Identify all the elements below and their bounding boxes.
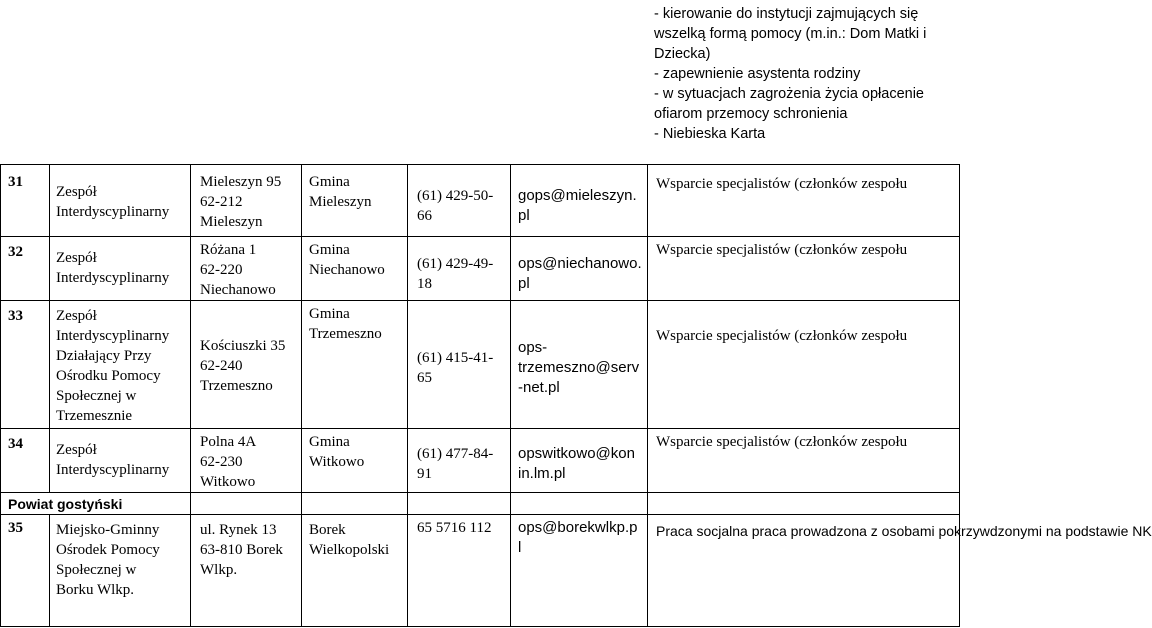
table-rule <box>647 164 648 627</box>
top-line: - w sytuacjach zagrożenia życia opłacenie <box>654 86 924 102</box>
support-scope: Wsparcie specjalistów (członków zespołu <box>656 328 908 344</box>
gmina: Gmina Trzemeszno <box>309 306 382 342</box>
table-rule <box>0 514 960 515</box>
support-scope: Wsparcie specjalistów (członków zespołu <box>656 176 908 192</box>
gmina: Borek Wielkopolski <box>309 522 390 558</box>
gmina: Gmina Niechanowo <box>309 242 385 278</box>
row-number: 31 <box>8 174 23 190</box>
table-rule <box>49 164 50 492</box>
email: ops@borekwlkp.p l <box>518 519 638 556</box>
institution-name: Zespół Interdyscyplinarny <box>56 442 170 478</box>
phone: (61) 415-41- 65 <box>417 350 494 386</box>
table-rule <box>0 164 960 165</box>
table-rule <box>49 514 50 627</box>
phone: (61) 429-49- 18 <box>417 256 494 292</box>
table-rule <box>510 164 511 627</box>
address: Polna 4A 62-230 Witkowo <box>200 434 257 490</box>
institution-name: Zespół Interdyscyplinarny Działający Przy Ośrodku Pomocy Społecznej w Trzemesznie <box>56 308 170 424</box>
table-rule <box>190 164 191 627</box>
table-rule <box>0 300 960 301</box>
address: Kościuszki 35 62-240 Trzemeszno <box>200 338 286 394</box>
top-line: - Niebieska Karta <box>654 126 766 142</box>
phone: (61) 429-50- 66 <box>417 188 494 224</box>
address: Mieleszyn 95 62-212 Mieleszyn <box>200 174 282 230</box>
table-rule <box>959 164 960 627</box>
row-number: 35 <box>8 520 23 536</box>
table-rule <box>301 164 302 627</box>
table-rule <box>0 164 1 627</box>
table-rule <box>0 428 960 429</box>
section-header: Powiat gostyński <box>8 496 123 512</box>
institution-name: Zespół Interdyscyplinarny <box>56 250 170 286</box>
gmina: Gmina Mieleszyn <box>309 174 372 210</box>
row-number: 34 <box>8 436 23 452</box>
top-line: - zapewnienie asystenta rodziny <box>654 66 861 82</box>
phone: 65 5716 112 <box>417 520 492 536</box>
email: opswitkowo@kon in.lm.pl <box>518 445 635 482</box>
address: ul. Rynek 13 63-810 Borek Wlkp. <box>200 522 283 578</box>
table-rule <box>407 164 408 627</box>
phone: (61) 477-84- 91 <box>417 446 494 482</box>
top-line: ofiarom przemocy schronienia <box>654 106 848 122</box>
table-rule <box>0 236 960 237</box>
address: Różana 1 62-220 Niechanowo <box>200 242 276 298</box>
row-number: 32 <box>8 244 23 260</box>
row-number: 33 <box>8 308 23 324</box>
email: ops@niechanowo. pl <box>518 255 642 292</box>
email: ops- trzemeszno@serv -net.pl <box>518 339 640 396</box>
support-scope: Wsparcie specjalistów (członków zespołu <box>656 242 908 258</box>
support-scope: Praca socjalna praca prowadzona z osobami pokrzywdzonymi na podstawie NK <box>656 523 1152 539</box>
table-rule <box>0 492 960 493</box>
top-line: wszelką formą pomocy (m.in.: Dom Matki i <box>654 26 927 42</box>
top-line: - kierowanie do instytucji zajmujących się <box>654 6 919 22</box>
support-scope: Wsparcie specjalistów (członków zespołu <box>656 434 908 450</box>
top-continuation-text <box>654 4 958 144</box>
top-line: Dziecka) <box>654 46 711 62</box>
email: gops@mieleszyn. pl <box>518 187 637 224</box>
gmina: Gmina Witkowo <box>309 434 365 470</box>
institution-name: Miejsko-Gminny Ośrodek Pomocy Społecznej w Borku Wlkp. <box>56 522 160 598</box>
institution-name: Zespół Interdyscyplinarny <box>56 184 170 220</box>
table-rule <box>0 626 960 627</box>
